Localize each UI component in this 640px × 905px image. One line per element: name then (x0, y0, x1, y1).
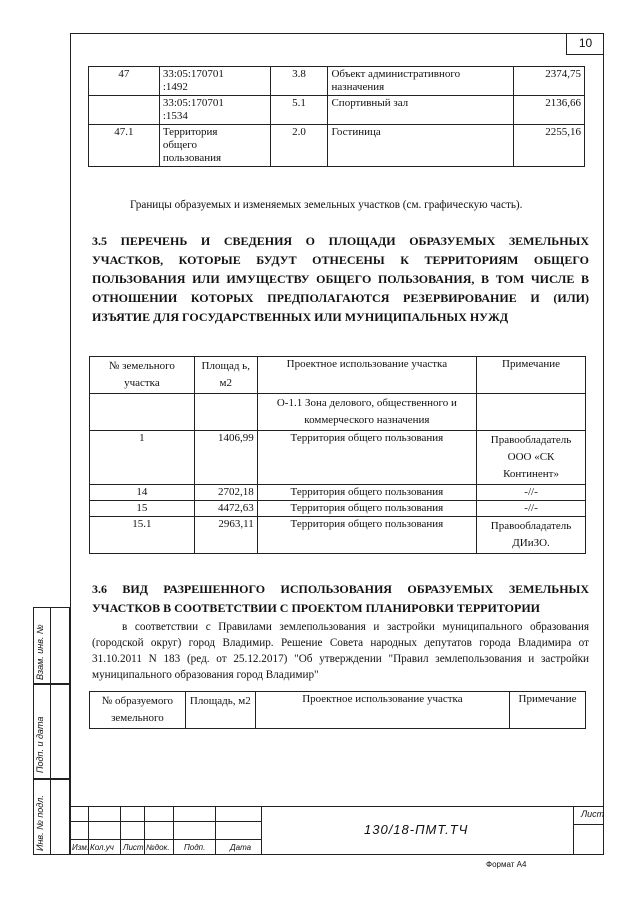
cell-cadastral: Территория общего пользования (159, 125, 270, 167)
cell-use: Объект административного назначения (328, 67, 514, 96)
section-3-5-title: 3.5 ПЕРЕЧЕНЬ И СВЕДЕНИЯ О ПЛОЩАДИ ОБРАЗУЕМЫХ ЗЕМЕЛЬНЫХ УЧАСТКОВ, КОТОРЫЕ БУДУТ ОТНЕСЕНЫ К ТЕРРИТОРИЯМ ОБЩЕГО ПОЛЬЗОВАНИЯ ИЛИ ИМУЩЕСТВУ ОБЩЕГО ПОЛЬЗОВАНИЯ, В ТОМ ЧИСЛЕ В ОТНОШЕНИИ КОТОРЫХ ПРЕДПОЛАГАЮТСЯ РЕЗЕРВИРОВАНИЕ И (ИЛИ) ИЗЪЯТИЕ ДЛЯ ГОСУДАРСТВЕННЫХ ИЛИ МУНИЦИПАЛЬНЫХ НУЖД (92, 234, 589, 324)
cell-use: Территория общего пользования (257, 485, 476, 501)
stamp-label: Кол.уч (90, 843, 114, 852)
stamp-label: Дата (230, 843, 252, 852)
public-parcels-table (89, 356, 586, 554)
cell-num: 1 (90, 431, 195, 485)
table-row (90, 485, 586, 501)
table-header-row (90, 692, 586, 729)
side-label: Взам. инв. № (35, 624, 45, 680)
cell-area: 2255,16 (514, 125, 585, 167)
cell-num: 47.1 (89, 125, 160, 167)
cell-use: Спортивный зал (328, 96, 514, 125)
side-label: Инв. № подл. (35, 795, 45, 851)
stamp-label: Подп. (184, 843, 206, 852)
cell-area: 2136,66 (514, 96, 585, 125)
cell-zone: 5.1 (270, 96, 328, 125)
header-area: Площадь, м2 (185, 692, 255, 729)
cell-area: 2963,11 (194, 517, 257, 554)
side-label: Подп. и дата (35, 716, 45, 773)
paper-format: Формат А4 (486, 860, 527, 869)
header-num: № земельного участка (90, 357, 195, 394)
sheet-label: Лист (581, 809, 605, 819)
zone-label: О-1.1 Зона делового, общественного и коммерческого назначения (257, 394, 476, 431)
cell-use: Территория общего пользования (257, 501, 476, 517)
table-row (89, 96, 585, 125)
cell-use: Территория общего пользования (257, 517, 476, 554)
cell-num: 15.1 (90, 517, 195, 554)
table-row (89, 67, 585, 96)
empty-cell (477, 394, 586, 431)
permitted-use-table (89, 691, 586, 729)
table-header-row (90, 357, 586, 394)
empty-cell (90, 394, 195, 431)
cell-num: 14 (90, 485, 195, 501)
cell-zone: 2.0 (270, 125, 328, 167)
cell-use: Гостиница (328, 125, 514, 167)
table-row (90, 431, 586, 485)
section-3-6-title: 3.6 ВИД РАЗРЕШЕННОГО ИСПОЛЬЗОВАНИЯ ОБРАЗУЕМЫХ ЗЕМЕЛЬНЫХ УЧАСТКОВ В СООТВЕТСТВИИ С ПРОЕКТОМ ПЛАНИРОВКИ ТЕРРИТОРИИ (92, 582, 589, 615)
zone-row (90, 394, 586, 431)
cell-cadastral: 33:05:170701 :1534 (159, 96, 270, 125)
stamp-label: №док. (146, 843, 170, 852)
header-use: Проектное использование участка (257, 357, 476, 394)
cell-area: 2702,18 (194, 485, 257, 501)
page-number: 10 (566, 33, 604, 55)
empty-cell (194, 394, 257, 431)
cell-area: 2374,75 (514, 67, 585, 96)
cell-area: 4472,63 (194, 501, 257, 517)
stamp-label: Изм. (72, 843, 90, 852)
boundaries-text: Границы образуемых и изменяемых земельных участков (см. графическую часть). (130, 199, 523, 211)
header-note: Примечание (477, 357, 586, 394)
document-code: 130/18-ПМТ.ТЧ (364, 822, 469, 837)
cell-note: Правообладатель ООО «СК Континент» (477, 431, 586, 485)
table-row (90, 501, 586, 517)
header-use: Проектное использование участка (255, 692, 509, 729)
cell-use: Территория общего пользования (257, 431, 476, 485)
side-box-sign-date (33, 684, 70, 779)
parcel-table-continued (88, 66, 585, 167)
cell-note: -//- (477, 501, 586, 517)
cell-zone: 3.8 (270, 67, 328, 96)
cell-num: 15 (90, 501, 195, 517)
cell-cadastral: 33:05:170701 :1492 (159, 67, 270, 96)
section-3-6-text: в соответствии с Правилами землепользования и застройки муниципального образования (городской округ) город Владимир. Решение Совета народных депутатов города Владимира от 31.10.2011 N 183 (ред. от 25.12.2017) "Об утверждении "Правил землепользования и застройки муниципального образования город Владимир" (92, 621, 589, 681)
cell-note: Правообладатель ДИиЗО. (477, 517, 586, 554)
cell-num (89, 96, 160, 125)
title-block (70, 806, 604, 855)
cell-num: 47 (89, 67, 160, 96)
side-box-replace-inv (33, 607, 70, 684)
table-row (89, 125, 585, 167)
cell-area: 1406,99 (194, 431, 257, 485)
header-num: № образуемого земельного (90, 692, 186, 729)
side-box-orig-inv (33, 779, 70, 855)
header-note: Примечание (510, 692, 586, 729)
header-area: Площад ь, м2 (194, 357, 257, 394)
stamp-label: Лист (123, 843, 144, 852)
table-row (90, 517, 586, 554)
cell-note: -//- (477, 485, 586, 501)
